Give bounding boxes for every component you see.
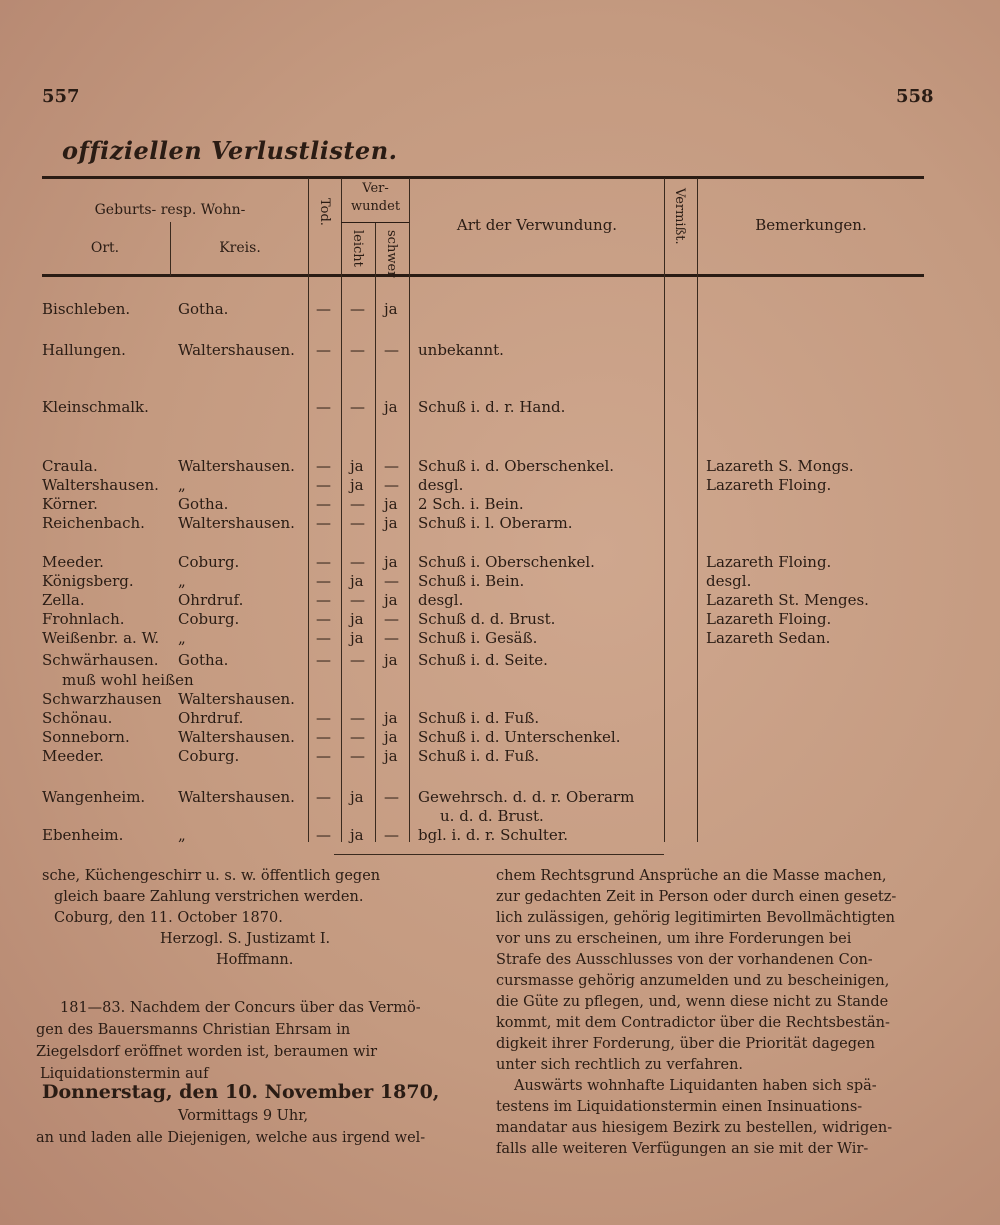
cell-tod: — [316,747,331,765]
cell-kreis: Coburg. [178,610,240,628]
cell-schwer: — [384,457,399,475]
header-verwundet-line2: wundet [350,199,401,214]
cell-bem: Lazareth Floing. [706,553,832,571]
cell-ort: Meeder. [42,747,104,765]
col-divider [341,178,342,842]
cell-leicht: ja [350,476,364,494]
cell-schwer: ja [384,651,398,669]
cell-schwer: ja [384,398,398,416]
notice-left-line: Vormittags 9 Uhr, [178,1108,309,1124]
page-number-left: 557 [42,86,80,107]
notice-right-line: die Güte zu pflegen, und, wenn diese nicht zu Stande [496,994,889,1010]
notice-right-line: unter sich rechtlich zu verfahren. [496,1057,744,1073]
cell-art: bgl. i. d. r. Schulter. [418,826,569,844]
notice-left-line: Herzogl. S. Justizamt I. [160,931,331,947]
header-schwer: schwer [384,230,399,278]
cell-tod: — [316,495,331,513]
cell-art: Schuß i. d. Unterschenkel. [418,728,621,746]
cell-ort: Schönau. [42,709,113,727]
cell-leicht: ja [350,788,364,806]
notice-left-line: an und laden alle Diejenigen, welche aus irgend wel- [36,1130,426,1146]
cell-leicht: — [350,591,365,609]
notice-right-line: cursmasse gehörig anzumelden und zu bescheinigen, [496,973,890,989]
header-kreis: Kreis. [219,240,261,256]
col-divider [308,178,309,842]
cell-ort: Reichenbach. [42,514,145,532]
header-birthplace: Geburts- resp. Wohn- [94,202,246,218]
cell-tod: — [316,728,331,746]
table-top-rule [42,176,924,179]
cell-art: Schuß i. d. Oberschenkel. [418,457,615,475]
col-divider [375,222,376,842]
cell-leicht: ja [350,572,364,590]
notice-right-line: testens im Liquidationstermin einen Insinuations- [496,1099,863,1115]
cell-schwer: — [384,826,399,844]
notice-left-line: sche, Küchengeschirr u. s. w. öffentlich gegen [42,868,381,884]
notice-date-line: Donnerstag, den 10. November 1870, [42,1081,440,1103]
cell-bem: desgl. [706,572,752,590]
cell-art: 2 Sch. i. Bein. [418,495,524,513]
cell-tod: — [316,709,331,727]
cell-leicht: ja [350,629,364,647]
cell-ort: Schwarzhausen [42,690,162,708]
notice-right-line: mandatar aus hiesigem Bezirk zu bestellen, widrigen- [496,1120,893,1136]
notice-right-line: zur gedachten Zeit in Person oder durch einen gesetz- [496,889,897,905]
cell-art: Schuß i. Bein. [418,572,525,590]
cell-tod: — [316,398,331,416]
cell-kreis: Gotha. [178,300,229,318]
cell-kreis: Waltershausen. [178,690,295,708]
cell-tod: — [316,651,331,669]
cell-leicht: ja [350,457,364,475]
header-verwundet-line1: Ver- [362,181,389,196]
cell-art: desgl. [418,591,464,609]
cell-tod: — [316,553,331,571]
cell-ort: Wangenheim. [42,788,146,806]
cell-tod: — [316,591,331,609]
cell-schwer: — [384,610,399,628]
cell-art: Schuß i. d. Fuß. [418,709,540,727]
cell-art: Schuß i. d. Seite. [418,651,548,669]
col-divider [664,178,665,842]
cell-art: Schuß i. d. r. Hand. [418,398,566,416]
header-leicht: leicht [350,230,365,267]
notice-left-line: gen des Bauersmanns Christian Ehrsam in [36,1022,351,1038]
cell-schwer: ja [384,591,398,609]
notice-right-line: Auswärts wohnhafte Liquidanten haben sich spä- [514,1078,877,1094]
cell-schwer: — [384,476,399,494]
cell-kreis: „ [178,572,186,590]
cell-kreis: Coburg. [178,553,240,571]
cell-bem: Lazareth Floing. [706,476,832,494]
notice-left-line: Liquidationstermin auf [40,1066,209,1082]
cell-schwer: — [384,341,399,359]
notice-right-line: digkeit ihrer Forderung, über die Priorität dagegen [496,1036,875,1052]
cell-kreis: „ [178,476,186,494]
cell-tod: — [316,300,331,318]
cell-leicht: ja [350,826,364,844]
cell-leicht: — [350,495,365,513]
cell-art: Schuß d. d. Brust. [418,610,556,628]
cell-kreis: Waltershausen. [178,514,295,532]
cell-art: desgl. [418,476,464,494]
cell-art: Schuß i. Gesäß. [418,629,538,647]
cell-bem: Lazareth Sedan. [706,629,831,647]
cell-tod: — [316,476,331,494]
cell-schwer: ja [384,747,398,765]
header-art: Art der Verwundung. [456,216,618,234]
header-ort: Ort. [90,240,120,256]
cell-tod: — [316,572,331,590]
cell-tod: — [316,826,331,844]
cell-kreis: Waltershausen. [178,341,295,359]
cell-art: u. d. d. Brust. [440,807,544,825]
table-header-rule [42,274,924,277]
cell-kreis: Ohrdruf. [178,591,244,609]
cell-ort: Hallungen. [42,341,126,359]
cell-ort: Frohnlach. [42,610,125,628]
cell-art: Schuß i. d. Fuß. [418,747,540,765]
cell-ort: Waltershausen. [42,476,159,494]
cell-schwer: — [384,788,399,806]
section-divider [334,854,664,855]
cell-ort: Bischleben. [42,300,131,318]
notice-right-line: falls alle weiteren Verfügungen an sie mit der Wir- [496,1141,869,1157]
cell-tod: — [316,610,331,628]
page-number-right: 558 [896,86,934,107]
cell-leicht: — [350,514,365,532]
notice-right-line: vor uns zu erscheinen, um ihre Forderungen bei [496,931,852,947]
cell-ort: Ebenheim. [42,826,124,844]
cell-ort: Königsberg. [42,572,134,590]
cell-bem: Lazareth S. Mongs. [706,457,854,475]
notice-right-line: chem Rechtsgrund Ansprüche an die Masse machen, [496,868,887,884]
notice-right-line: Strafe des Ausschlusses von der vorhandenen Con- [496,952,873,968]
notice-left-line: Ziegelsdorf eröffnet worden ist, beraumen wir [36,1044,378,1060]
cell-tod: — [316,629,331,647]
header-verwundet [342,180,409,216]
cell-leicht: — [350,651,365,669]
cell-ort: muß wohl heißen [62,671,194,689]
cell-tod: — [316,514,331,532]
cell-kreis: Waltershausen. [178,457,295,475]
cell-ort: Kleinschmalk. [42,398,149,416]
cell-ort: Craula. [42,457,98,475]
cell-art: unbekannt. [418,341,504,359]
cell-art: Schuß i. Oberschenkel. [418,553,595,571]
notice-left-line: gleich baare Zahlung verstrichen werden. [54,889,364,905]
cell-leicht: — [350,398,365,416]
cell-art: Gewehrsch. d. d. r. Oberarm [418,788,635,806]
notice-right-line: lich zulässigen, gehörig legitimirten Bevollmächtigten [496,910,895,926]
cell-tod: — [316,788,331,806]
cell-schwer: ja [384,300,398,318]
cell-kreis: Gotha. [178,495,229,513]
cell-schwer: ja [384,709,398,727]
cell-kreis: Waltershausen. [178,788,295,806]
cell-schwer: ja [384,728,398,746]
cell-kreis: Gotha. [178,651,229,669]
cell-leicht: — [350,747,365,765]
notice-right-line: kommt, mit dem Contradictor über die Rechtsbestän- [496,1015,890,1031]
cell-tod: — [316,457,331,475]
cell-kreis: „ [178,826,186,844]
cell-schwer: ja [384,495,398,513]
col-divider [697,178,698,842]
cell-leicht: — [350,341,365,359]
cell-kreis: Ohrdruf. [178,709,244,727]
col-divider [170,222,171,276]
cell-leicht: — [350,300,365,318]
header-tod: Tod. [317,198,332,226]
cell-ort: Meeder. [42,553,104,571]
cell-ort: Körner. [42,495,98,513]
header-bemerkungen: Bemerkungen. [755,216,867,234]
cell-tod: — [316,341,331,359]
cell-leicht: — [350,728,365,746]
page-title: offiziellen Verlustlisten. [62,136,398,165]
notice-left-line: Coburg, den 11. October 1870. [54,910,283,926]
cell-ort: Weißenbr. a. W. [42,629,160,647]
header-vermisst: Vermißt. [672,188,687,245]
cell-kreis: Waltershausen. [178,728,295,746]
notice-left-line: 181—83. Nachdem der Concurs über das Vermö- [60,1000,421,1016]
cell-ort: Schwärhausen. [42,651,159,669]
cell-ort: Zella. [42,591,85,609]
verwundet-subrule [341,222,409,223]
cell-kreis: „ [178,629,186,647]
cell-bem: Lazareth Floing. [706,610,832,628]
cell-leicht: — [350,709,365,727]
col-divider [409,178,410,842]
cell-kreis: Coburg. [178,747,240,765]
cell-schwer: — [384,572,399,590]
cell-schwer: ja [384,514,398,532]
cell-schwer: — [384,629,399,647]
notice-left-line: Hoffmann. [216,952,294,968]
cell-ort: Sonneborn. [42,728,130,746]
cell-schwer: ja [384,553,398,571]
cell-bem: Lazareth St. Menges. [706,591,869,609]
cell-leicht: ja [350,610,364,628]
cell-art: Schuß i. l. Oberarm. [418,514,573,532]
cell-leicht: — [350,553,365,571]
